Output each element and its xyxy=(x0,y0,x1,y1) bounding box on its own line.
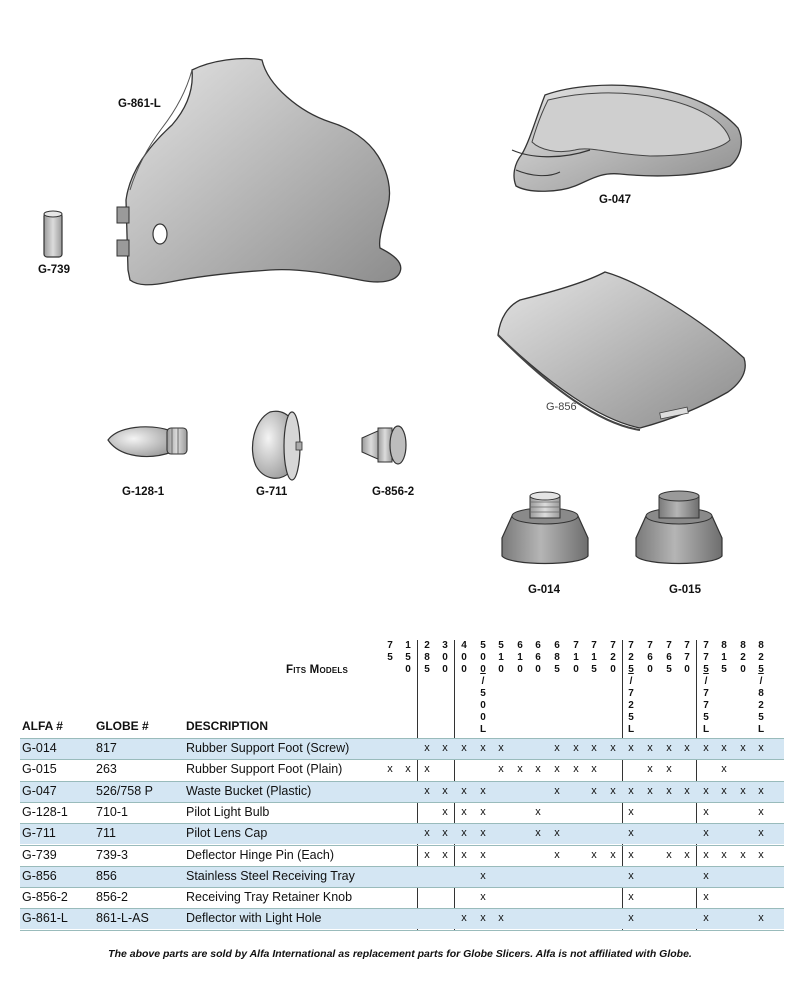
fit-mark: x xyxy=(591,849,597,861)
model-header-char: 5 xyxy=(480,688,486,699)
model-header-char: 6 xyxy=(535,640,541,651)
model-header-char: 7 xyxy=(573,640,579,651)
fit-mark: x xyxy=(647,742,653,754)
part-label-g861l: G-861-L xyxy=(118,98,161,110)
fit-mark: x xyxy=(628,742,634,754)
model-header-char: 2 xyxy=(610,652,616,663)
row-divider xyxy=(20,930,784,931)
model-header-char: 0 xyxy=(480,712,486,723)
fit-mark: x xyxy=(758,849,764,861)
fit-mark: x xyxy=(480,891,486,903)
model-header-char: 2 xyxy=(628,700,634,711)
model-header-char: 5 xyxy=(721,664,727,675)
globe-cell: 856 xyxy=(96,869,117,883)
table-row xyxy=(20,866,784,887)
alfa-cell: G-856-2 xyxy=(22,890,68,904)
alfa-cell: G-128-1 xyxy=(22,805,68,819)
model-header-char: 1 xyxy=(591,652,597,663)
model-header-char: L xyxy=(702,724,710,735)
row-divider xyxy=(20,866,784,867)
fit-mark: x xyxy=(480,870,486,882)
description-cell: Rubber Support Foot (Screw) xyxy=(186,741,350,755)
model-header-char: 5 xyxy=(703,664,709,675)
alfa-cell: G-047 xyxy=(22,784,57,798)
model-header xyxy=(567,640,585,676)
rubber-foot-screw-part-image xyxy=(502,492,588,564)
model-header-char: 5 xyxy=(703,712,709,723)
fit-mark: x xyxy=(480,912,486,924)
fit-mark: x xyxy=(424,785,430,797)
model-header-char: 0 xyxy=(647,664,653,675)
model-header-char: 0 xyxy=(480,664,486,675)
model-header-char: 7 xyxy=(610,640,616,651)
fit-mark: x xyxy=(666,763,672,775)
model-header-char: 8 xyxy=(721,640,727,651)
model-header xyxy=(381,640,399,664)
model-header xyxy=(436,640,454,676)
fit-mark: x xyxy=(628,870,634,882)
hinge-pin-part-image xyxy=(44,211,62,257)
alfa-cell: G-739 xyxy=(22,848,57,862)
description-cell: Deflector Hinge Pin (Each) xyxy=(186,848,334,862)
globe-cell: 817 xyxy=(96,741,117,755)
part-label-g014: G-014 xyxy=(528,584,560,596)
alfa-cell: G-014 xyxy=(22,741,57,755)
fit-mark: x xyxy=(461,827,467,839)
fit-mark: x xyxy=(591,763,597,775)
fit-mark: x xyxy=(703,785,709,797)
table-row xyxy=(20,781,784,802)
receiving-tray-part-image xyxy=(498,272,745,430)
table-row xyxy=(20,759,784,780)
row-divider xyxy=(20,759,784,760)
model-header-char: 7 xyxy=(591,640,597,651)
footer-disclaimer: The above parts are sold by Alfa International as replacement parts for Globe Slicers. Alfa is not affiliated with Globe. xyxy=(108,948,692,960)
model-header-char: 1 xyxy=(573,652,579,663)
pilot-lens-cap-part-image xyxy=(252,411,302,480)
model-header xyxy=(455,640,473,676)
fit-mark: x xyxy=(684,742,690,754)
row-divider xyxy=(20,887,784,888)
model-header-char: 0 xyxy=(573,664,579,675)
model-header-char: 5 xyxy=(628,712,634,723)
model-header-char: / xyxy=(629,676,633,687)
fit-mark: x xyxy=(591,742,597,754)
fit-mark: x xyxy=(628,891,634,903)
fit-mark: x xyxy=(480,785,486,797)
fit-mark: x xyxy=(480,806,486,818)
model-header-char: 5 xyxy=(387,652,393,663)
description-cell: Pilot Light Bulb xyxy=(186,805,270,819)
model-header xyxy=(492,640,510,676)
model-header xyxy=(418,640,436,676)
fit-mark: x xyxy=(703,849,709,861)
fit-mark: x xyxy=(666,742,672,754)
part-label-g711: G-711 xyxy=(256,486,288,498)
fit-mark: x xyxy=(591,785,597,797)
model-header-char: 5 xyxy=(480,640,486,651)
header-globe: GLOBE # xyxy=(96,719,149,733)
model-header-char: 0 xyxy=(498,664,504,675)
fit-mark: x xyxy=(628,849,634,861)
fit-mark: x xyxy=(573,763,579,775)
model-header-char: 6 xyxy=(535,652,541,663)
model-header-char: 7 xyxy=(684,652,690,663)
table-row xyxy=(20,887,784,908)
fit-mark: x xyxy=(721,763,727,775)
fit-mark: x xyxy=(442,742,448,754)
model-header-char: 1 xyxy=(721,652,727,663)
globe-cell: 861-L-AS xyxy=(96,911,149,925)
model-header xyxy=(697,640,715,736)
model-header-char: 5 xyxy=(424,664,430,675)
fit-mark: x xyxy=(758,912,764,924)
part-label-g047: G-047 xyxy=(599,194,631,206)
model-header xyxy=(752,640,770,736)
model-header xyxy=(660,640,678,676)
fit-mark: x xyxy=(554,742,560,754)
fit-mark: x xyxy=(647,763,653,775)
fit-mark: x xyxy=(740,785,746,797)
description-cell: Receiving Tray Retainer Knob xyxy=(186,890,353,904)
model-header-char: 6 xyxy=(554,640,560,651)
model-header-char: 7 xyxy=(703,652,709,663)
fit-mark: x xyxy=(647,785,653,797)
fit-mark: x xyxy=(610,785,616,797)
fit-mark: x xyxy=(721,849,727,861)
fit-mark: x xyxy=(424,827,430,839)
model-header-char: 7 xyxy=(703,640,709,651)
fit-mark: x xyxy=(721,742,727,754)
part-label-g1281: G-128-1 xyxy=(122,486,165,498)
model-header-char: 2 xyxy=(740,652,746,663)
model-header-char: 5 xyxy=(554,664,560,675)
model-header-char: 3 xyxy=(442,640,448,651)
model-header-char: 4 xyxy=(461,640,467,651)
table-row xyxy=(20,908,784,929)
model-header-char: / xyxy=(759,676,763,687)
fit-mark: x xyxy=(740,742,746,754)
fit-mark: x xyxy=(517,763,523,775)
model-header xyxy=(511,640,529,676)
fit-mark: x xyxy=(628,912,634,924)
fit-mark: x xyxy=(758,785,764,797)
part-label-g8562: G-856-2 xyxy=(372,486,415,498)
model-header xyxy=(678,640,696,676)
model-header-char: 7 xyxy=(628,640,634,651)
fit-mark: x xyxy=(535,763,541,775)
table-row xyxy=(20,823,784,844)
model-header xyxy=(715,640,733,676)
model-header-char: 7 xyxy=(666,640,672,651)
part-label-g739: G-739 xyxy=(38,264,70,276)
model-header xyxy=(548,640,566,676)
fit-mark: x xyxy=(461,912,467,924)
model-header-char: 7 xyxy=(387,640,393,651)
fit-mark: x xyxy=(703,870,709,882)
table-row xyxy=(20,845,784,866)
model-header xyxy=(641,640,659,676)
fit-mark: x xyxy=(442,785,448,797)
fit-mark: x xyxy=(387,763,393,775)
model-header-char: 2 xyxy=(424,640,430,651)
model-header-char: 5 xyxy=(591,664,597,675)
fit-mark: x xyxy=(666,849,672,861)
fit-mark: x xyxy=(480,849,486,861)
description-cell: Deflector with Light Hole xyxy=(186,911,322,925)
fit-mark: x xyxy=(535,806,541,818)
fit-mark: x xyxy=(424,763,430,775)
row-divider xyxy=(20,781,784,782)
alfa-cell: G-711 xyxy=(22,826,56,840)
model-header-char: 2 xyxy=(628,652,634,663)
fit-mark: x xyxy=(461,806,467,818)
model-header-char: 6 xyxy=(666,652,672,663)
model-header-char: 5 xyxy=(628,664,634,675)
pilot-light-bulb-part-image xyxy=(108,427,187,457)
fit-mark: x xyxy=(424,849,430,861)
globe-cell: 711 xyxy=(96,826,116,840)
model-header-char: 1 xyxy=(405,640,411,651)
fit-mark: x xyxy=(703,891,709,903)
globe-cell: 739-3 xyxy=(96,848,128,862)
fit-mark: x xyxy=(740,849,746,861)
model-header-char: L xyxy=(627,724,635,735)
header-alfa: ALFA # xyxy=(22,719,63,733)
fit-mark: x xyxy=(628,785,634,797)
fit-mark: x xyxy=(610,849,616,861)
model-header-char: 0 xyxy=(610,664,616,675)
model-header-char: 8 xyxy=(554,652,560,663)
model-header-char: 0 xyxy=(480,652,486,663)
description-cell: Stainless Steel Receiving Tray xyxy=(186,869,355,883)
rubber-foot-plain-part-image xyxy=(636,491,722,564)
model-header-char: 7 xyxy=(628,688,634,699)
fit-mark: x xyxy=(703,742,709,754)
globe-cell: 263 xyxy=(96,762,117,776)
model-header-char: 5 xyxy=(758,712,764,723)
model-header-char: 1 xyxy=(517,652,523,663)
model-header-char: 1 xyxy=(498,652,504,663)
model-header-char: 2 xyxy=(758,652,764,663)
model-header-char: 6 xyxy=(647,652,653,663)
model-header-char: / xyxy=(481,676,485,687)
table-row xyxy=(20,738,784,759)
model-header-char: 0 xyxy=(405,664,411,675)
model-header-char: 5 xyxy=(405,652,411,663)
model-header-char: 0 xyxy=(480,700,486,711)
fit-mark: x xyxy=(703,827,709,839)
fit-mark: x xyxy=(684,849,690,861)
model-header-char: 0 xyxy=(740,664,746,675)
model-header-char: 7 xyxy=(703,700,709,711)
fits-models-title: Fits Models xyxy=(286,664,349,676)
model-header-char: 7 xyxy=(703,688,709,699)
fit-mark: x xyxy=(554,785,560,797)
fit-mark: x xyxy=(628,806,634,818)
model-header-char: 8 xyxy=(740,640,746,651)
model-header-char: 8 xyxy=(758,688,764,699)
fit-mark: x xyxy=(480,742,486,754)
model-header-char: L xyxy=(757,724,765,735)
globe-cell: 710-1 xyxy=(96,805,128,819)
fit-mark: x xyxy=(498,912,504,924)
model-header-char: L xyxy=(479,724,487,735)
fit-mark: x xyxy=(554,827,560,839)
alfa-cell: G-015 xyxy=(22,762,57,776)
model-header xyxy=(734,640,752,676)
fit-mark: x xyxy=(703,912,709,924)
model-header-char: 0 xyxy=(684,664,690,675)
model-header-char: 0 xyxy=(517,664,523,675)
alfa-cell: G-856 xyxy=(22,869,57,883)
model-header-char: 8 xyxy=(758,640,764,651)
row-divider xyxy=(20,908,784,909)
model-header-char: 2 xyxy=(758,700,764,711)
description-cell: Waste Bucket (Plastic) xyxy=(186,784,312,798)
model-header-char: 7 xyxy=(684,640,690,651)
row-divider xyxy=(20,802,784,803)
row-divider xyxy=(20,738,784,739)
fit-mark: x xyxy=(405,763,411,775)
model-header-char: 5 xyxy=(498,640,504,651)
model-header xyxy=(604,640,622,676)
row-divider xyxy=(20,845,784,846)
fit-mark: x xyxy=(610,742,616,754)
fit-mark: x xyxy=(573,742,579,754)
fit-mark: x xyxy=(461,742,467,754)
fit-mark: x xyxy=(498,742,504,754)
alfa-cell: G-861-L xyxy=(22,911,68,925)
fit-mark: x xyxy=(628,827,634,839)
model-header-char: 0 xyxy=(535,664,541,675)
model-header-char: 0 xyxy=(461,664,467,675)
fit-mark: x xyxy=(442,849,448,861)
fit-mark: x xyxy=(721,785,727,797)
globe-cell: 856-2 xyxy=(96,890,128,904)
fit-mark: x xyxy=(480,827,486,839)
model-header xyxy=(529,640,547,676)
fit-mark: x xyxy=(442,806,448,818)
fit-mark: x xyxy=(554,763,560,775)
waste-bucket-part-image xyxy=(512,85,741,191)
retainer-knob-part-image xyxy=(362,426,406,464)
description-cell: Pilot Lens Cap xyxy=(186,826,268,840)
row-divider xyxy=(20,823,784,824)
fit-mark: x xyxy=(684,785,690,797)
part-label-g015: G-015 xyxy=(669,584,701,596)
fit-mark: x xyxy=(424,742,430,754)
fit-mark: x xyxy=(758,806,764,818)
model-header-char: / xyxy=(704,676,708,687)
model-header-char: 5 xyxy=(666,664,672,675)
part-label-g856: G-856 xyxy=(546,401,577,413)
model-header-char: 0 xyxy=(442,664,448,675)
header-description: DESCRIPTION xyxy=(186,719,269,733)
model-header xyxy=(474,640,492,736)
model-header xyxy=(622,640,640,736)
fit-mark: x xyxy=(758,742,764,754)
model-header xyxy=(399,640,417,676)
fit-mark: x xyxy=(666,785,672,797)
fit-mark: x xyxy=(758,827,764,839)
fit-mark: x xyxy=(554,849,560,861)
deflector-part-image xyxy=(117,59,401,285)
model-header-char: 6 xyxy=(517,640,523,651)
model-header xyxy=(585,640,603,676)
fit-mark: x xyxy=(703,806,709,818)
table-row xyxy=(20,802,784,823)
fit-mark: x xyxy=(498,763,504,775)
description-cell: Rubber Support Foot (Plain) xyxy=(186,762,343,776)
fit-mark: x xyxy=(461,785,467,797)
model-header-char: 0 xyxy=(461,652,467,663)
model-header-char: 7 xyxy=(647,640,653,651)
model-header-char: 0 xyxy=(442,652,448,663)
fit-mark: x xyxy=(535,827,541,839)
globe-cell: 526/758 P xyxy=(96,784,153,798)
model-header-char: 8 xyxy=(424,652,430,663)
fit-mark: x xyxy=(442,827,448,839)
fit-mark: x xyxy=(461,849,467,861)
model-header-char: 5 xyxy=(758,664,764,675)
